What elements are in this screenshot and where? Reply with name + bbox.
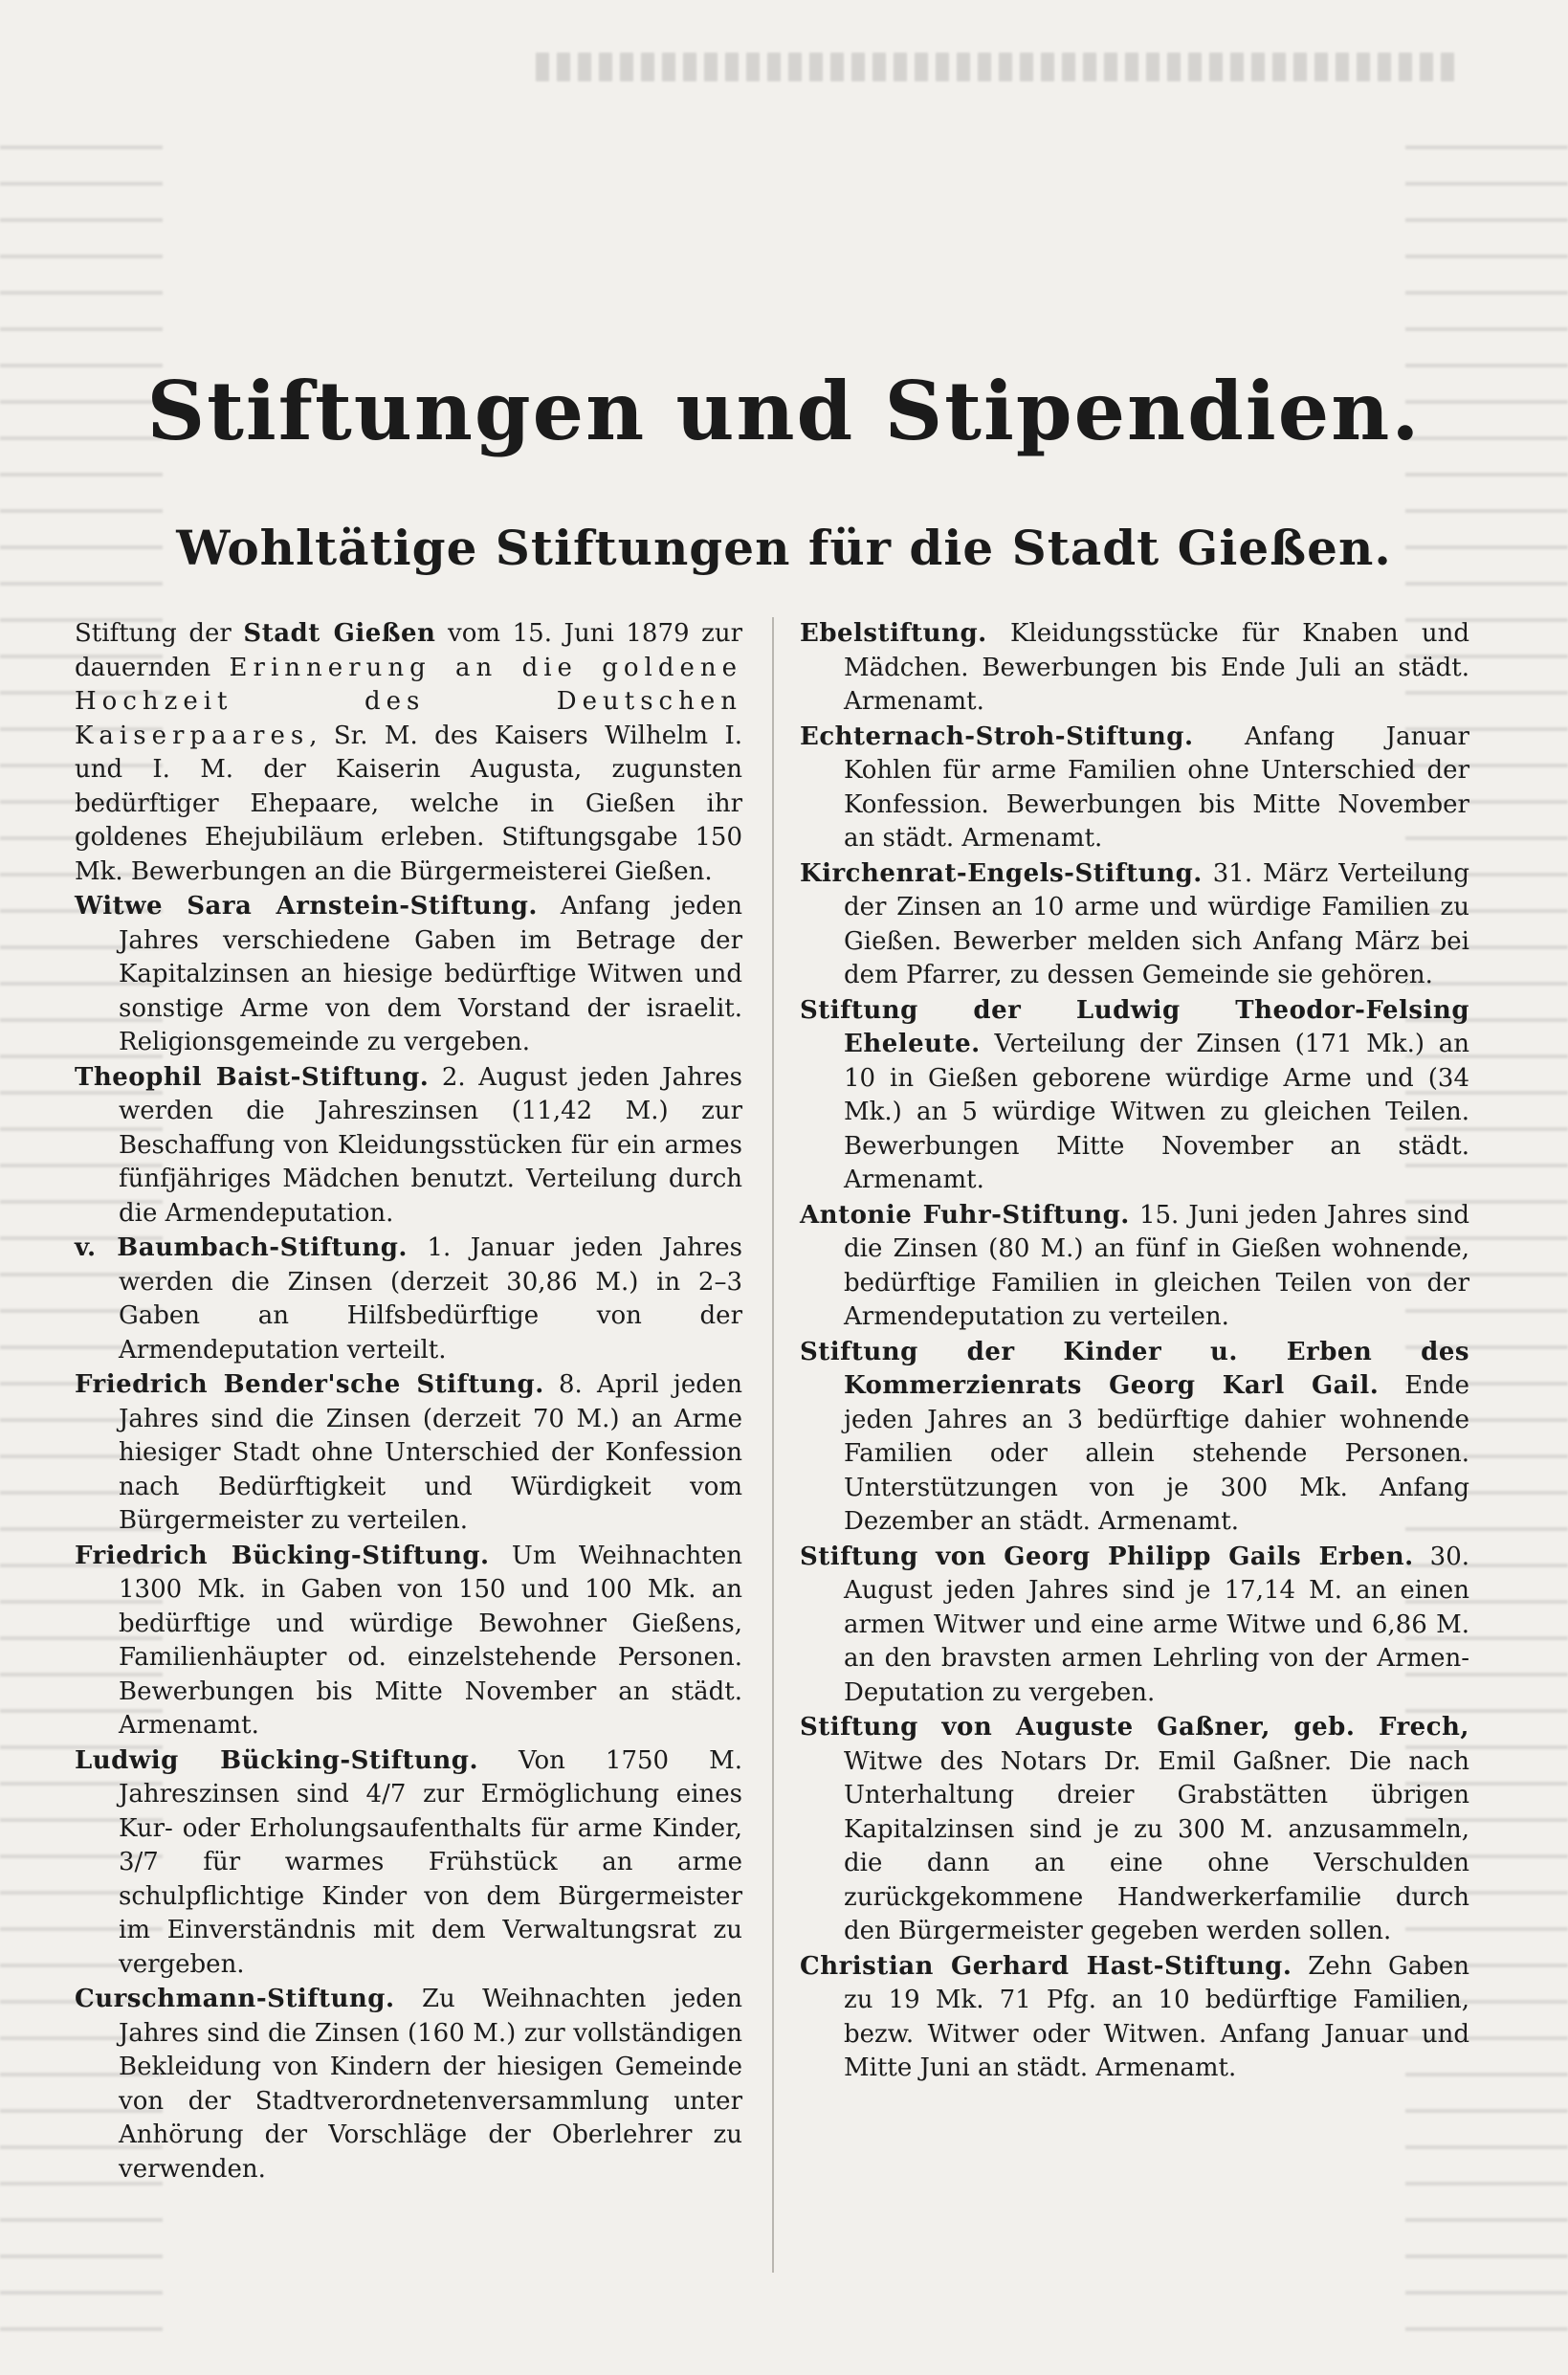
entry-hast — [800, 1950, 1469, 2086]
entry-text: Anfang jeden Jahres verschiedene Gaben im Betrage der Kapitalzinsen an hiesige bedürftige Witwen und sonstige Arme von dem Vorstand der israelit. Religionsgemeinde zu vergeben. — [119, 892, 742, 1056]
entry-gassner — [800, 1711, 1469, 1949]
entry-name: Curschmann-Stiftung. — [75, 1985, 395, 2013]
entry-text: 1. Januar jeden Jahres werden die Zinsen (derzeit 30,86 M.) in 2–3 Gaben an Hilfsbedürftige von der Armendeputation verteilt. — [119, 1233, 743, 1365]
entry-bender — [75, 1368, 742, 1539]
entry-ebel — [800, 617, 1469, 720]
entry-text: Zehn Gaben zu 19 Mk. 71 Pfg. an 10 bedürftige Familien, bezw. Witwer oder Witwen. Anfang Januar und Mitte Juni an städt. Armenamt. — [844, 1951, 1469, 2082]
entry-name: Witwe Sara Arnstein-Stiftung. — [75, 892, 538, 921]
entry-name: Kirchenrat-Engels-Stiftung. — [800, 858, 1203, 888]
entry-text: Um Weihnachten 1300 Mk. in Gaben von 150 und 100 Mk. an bedürftige und würdige Bewohner Gießens, Familienhäupter od. einzelstehende Personen. Bewerbungen bis Mitte November an städt. Armenamt. — [119, 1541, 742, 1740]
entry-text: , Sr. M. des Kaisers Wilhelm I. und I. M. der Kaiserin Augusta, zugunsten bedürftiger Ehepaare, welche in Gießen ihr goldenes Ehejubiläum erleben. Stiftungsgabe 150 Mk. Bewerbungen an die Bürgermeisterei Gießen. — [75, 721, 742, 886]
entry-name: Stiftung der Kinder u. Erben des Kommerzienrats Georg Karl Gail. — [800, 1337, 1469, 1400]
entry-text: 2. August jeden Jahres werden die Jahreszinsen (11,42 M.) zur Beschaffung von Kleidungsstücken für ein armes fünfjähriges Mädchen benutzt. Verteilung durch die Armendeputation. — [119, 1062, 742, 1228]
entry-text: 15. Juni jeden Jahres sind die Zinsen (80 M.) an fünf in Gießen wohnende, bedürftige Familien in gleichen Teilen von der Armendeputation zu verteilen. — [844, 1200, 1470, 1331]
entry-stadt-giessen — [75, 617, 742, 889]
entry-gail-kinder — [800, 1336, 1469, 1540]
entry-name: Friedrich Bender'sche Stiftung. — [75, 1370, 544, 1399]
entry-name: Ludwig Bücking-Stiftung. — [75, 1745, 479, 1775]
entry-arnstein — [75, 890, 742, 1060]
entry-kirchenrat-engels — [800, 857, 1469, 993]
entry-lead: Stiftung der — [75, 619, 244, 648]
right-column — [800, 617, 1469, 2087]
entry-text: Kleidungsstücke für Knaben und Mädchen. Bewerbungen bis Ende Juli an städt. Armenamt. — [844, 619, 1469, 716]
entry-name: Friedrich Bücking-Stiftung. — [75, 1541, 490, 1570]
entry-name: Christian Gerhard Hast-Stiftung. — [800, 1951, 1292, 1981]
entry-text: 31. März Verteilung der Zinsen an 10 arme und würdige Familien zu Gießen. Bewerber melden sich Anfang März bei dem Pfarrer, zu dessen Gemeinde sie gehören. — [844, 858, 1469, 989]
entry-name: Theophil Baist-Stiftung. — [75, 1062, 430, 1092]
entry-friedrich-buecking — [75, 1540, 742, 1743]
entry-text: 8. April jeden Jahres sind die Zinsen (derzeit 70 M.) an Arme hiesiger Stadt ohne Unterschied der Konfession nach Bedürftigkeit und Würdigkeit vom Bürgermeister zu verteilen. — [119, 1370, 743, 1535]
entry-text: Verteilung der Zinsen (171 Mk.) an 10 in Gießen geborene würdige Arme und (34 Mk.) an 5 würdige Witwen zu gleichen Teilen. Bewerbungen Mitte November an städt. Armenamt. — [844, 1030, 1469, 1194]
show-through-header — [536, 53, 1454, 81]
entry-text: vom 15. Juni 1879 zur dauernden — [75, 619, 743, 682]
entry-felsing — [800, 994, 1469, 1198]
entry-name: v. Baumbach-Stiftung. — [75, 1233, 408, 1262]
entry-text: Anfang Januar Kohlen für arme Familien ohne Unterschied der Konfession. Bewerbungen bis Mitte November an städt. Armenamt. — [844, 721, 1469, 853]
entry-spaced-text: Erinnerung an die goldene Hochzeit des Deutschen Kaiserpaares — [75, 653, 742, 750]
entry-text: 30. August jeden Jahres sind je 17,14 M. an einen armen Witwer und eine arme Witwe und 6,86 M. an den bravsten armen Lehrling von der Armen-Deputation zu vergeben. — [844, 1542, 1469, 1707]
entry-name: Stiftung von Auguste Gaßner, geb. Frech, — [800, 1713, 1469, 1742]
entry-text: Ende jeden Jahres an 3 bedürftige dahier wohnende Familien oder allein stehende Personen. Unterstützungen von je 300 Mk. Anfang Dezember an städt. Armenamt. — [844, 1371, 1469, 1536]
entry-fuhr — [800, 1199, 1469, 1335]
left-column — [75, 617, 742, 2187]
entry-name: Echternach-Stroh-Stiftung. — [800, 721, 1194, 751]
entry-baist — [75, 1061, 742, 1232]
entry-text: Witwe des Notars Dr. Emil Gaßner. Die nach Unterhaltung dreier Grabstätten übrigen Kapitalzinsen sind je zu 300 M. anzusammeln, die dann an eine ohne Verschulden zurückgekommene Handwerkerfamilie durch den Bürgermeister gegeben werden sollen. — [844, 1746, 1469, 1945]
entry-echternach-stroh — [800, 721, 1469, 856]
entry-name: Stiftung der Ludwig Theodor-Felsing Eheleute. — [800, 995, 1469, 1058]
column-divider — [772, 617, 774, 2273]
entry-text: Zu Weihnachten jeden Jahres sind die Zinsen (160 M.) zur vollständigen Bekleidung von Kindern der hiesigen Gemeinde von der Stadtverordnetenversammlung unter Anhörung der Vorschläge der Oberlehrer zu verwenden. — [119, 1985, 742, 2184]
entry-name: Stiftung von Georg Philipp Gails Erben. — [800, 1542, 1414, 1571]
entry-name: Ebelstiftung. — [800, 619, 987, 648]
page-subtitle: Wohltätige Stiftungen für die Stadt Gießen. — [176, 520, 1392, 576]
entry-text: Von 1750 M. Jahreszinsen sind 4/7 zur Ermöglichung eines Kur- oder Erholungsaufenthalts für arme Kinder, 3/7 für warmes Frühstück an arme schulpflichtige Kinder von dem Bürgermeister im Einverständnis mit dem Verwaltungsrat zu vergeben. — [119, 1745, 742, 1979]
entry-ludwig-buecking — [75, 1744, 742, 1983]
entry-name: Antonie Fuhr-Stiftung. — [800, 1200, 1130, 1230]
page-title: Stiftungen und Stipendien. — [146, 364, 1422, 458]
entry-name: Stadt Gießen — [243, 619, 436, 648]
entry-baumbach — [75, 1232, 742, 1367]
entry-gail-erben — [800, 1541, 1469, 1711]
entry-curschmann — [75, 1983, 742, 2186]
